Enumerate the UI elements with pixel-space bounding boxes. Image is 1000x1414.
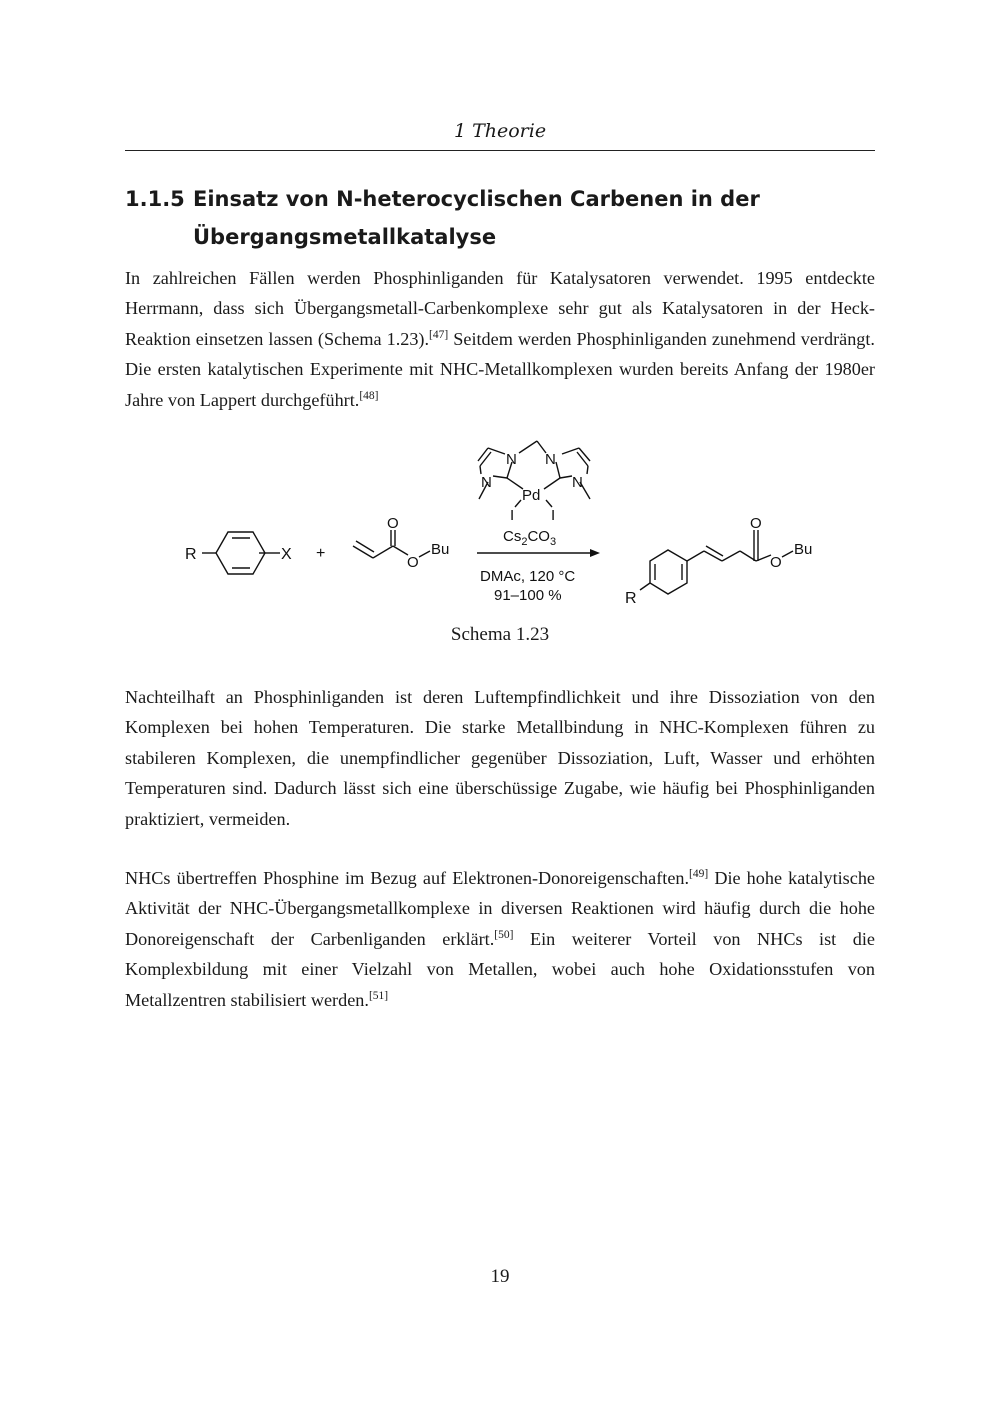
paragraph-1-text-b: Seitdem werden Phosphinliganden zunehmend verdrängt. Die ersten katalytischen Experimente mit NHC-Metallkomplexen wurden bereits Anfang der 1980er Jahre von Lappert durchgeführt.: [125, 328, 875, 410]
product-bu-label: Bu: [794, 541, 813, 558]
citation-50: [50]: [494, 928, 514, 941]
product-r-label: R: [625, 590, 637, 607]
paragraph-2: Nachteilhaft an Phosphinliganden ist deren Luftempfindlichkeit und ihre Dissoziation von den Komplexen bei hohen Temperaturen. Die starke Metallbindung in NHC-Komplexen führen zu stabileren Komplexen, die unempfindlicher gegenüber Dissoziation, Luft, Wasser und erhöhten Temperaturen sind. Dadurch lässt sich eine überschüssige Zugabe, wie häufig bei Phosphinliganden praktiziert, vermeiden.: [125, 687, 875, 829]
citation-47: [47]: [429, 328, 449, 341]
acrylate-bu-label: Bu: [431, 541, 450, 558]
product-carbonyl-o: O: [750, 515, 762, 532]
citation-51: [51]: [368, 989, 389, 1002]
conditions-label: DMAc, 120 °C: [480, 568, 576, 585]
paragraph-3-text-c: Ein weiterer Vorteil von NHCs ist die Komplexbildung mit einer Vielzahl von Metallen, wobei auch hohe Oxidationsstufen von Metallzentren stabilisiert werden.: [125, 928, 875, 1010]
section-number: 1.1.5: [125, 187, 185, 211]
paragraph-3-text-a: NHCs übertreffen Phosphine im Bezug auf Elektronen-Donoreigenschaften.: [125, 868, 690, 888]
catalyst-i-left: I: [510, 507, 515, 524]
paragraph-3: [125, 863, 875, 1015]
section-title-line1: Einsatz von N-heterocyclischen Carbenen in der: [193, 187, 760, 211]
section-heading: [125, 180, 875, 256]
header-rule: [125, 150, 875, 151]
paragraph-1-text-a: In zahlreichen Fällen werden Phosphinliganden für Katalysatoren verwendet. 1995 entdeckte Herrmann, dass sich Übergangsmetall-Carbenkomplexe sehr gut als Katalysatoren in der Heck-Reaktion einsetzen lassen (Schema 1.23).: [125, 268, 875, 349]
plus-sign: +: [316, 545, 326, 562]
catalyst-n1: N: [506, 451, 517, 468]
catalyst-n2: N: [545, 451, 556, 468]
reactant-x-label: X: [281, 546, 292, 563]
catalyst-n3: N: [481, 474, 492, 491]
yield-label: 91–100 %: [494, 587, 562, 604]
product-ester-o: O: [770, 554, 782, 571]
citation-48: [48]: [359, 389, 379, 402]
acrylate-carbonyl-o: O: [387, 515, 399, 532]
page-number: 19: [490, 1266, 510, 1287]
reaction-scheme: [0, 430, 1000, 615]
catalyst-pd: Pd: [522, 487, 541, 504]
catalyst-i-right: I: [551, 507, 556, 524]
reactant-r-label: R: [185, 546, 197, 563]
running-head: 1 Theorie: [453, 120, 547, 142]
paragraph-3-text-b: Die hohe katalytische Aktivität der NHC-Übergangsmetallkomplexe in diversen Reaktionen wird häufig durch die hohe Donoreigenschaft der Carbenliganden erklärt.: [125, 868, 875, 949]
catalyst-n4: N: [572, 474, 583, 491]
section-title-line2: Übergangsmetallkatalyse: [193, 225, 497, 249]
paragraph-1: [125, 263, 875, 415]
citation-49: [49]: [689, 868, 709, 880]
scheme-caption: Schema 1.23: [450, 624, 550, 645]
acrylate-ester-o: O: [407, 554, 419, 571]
base-label: $Cs_2CO_3$: [503, 528, 557, 548]
arrow-head: [590, 549, 600, 557]
